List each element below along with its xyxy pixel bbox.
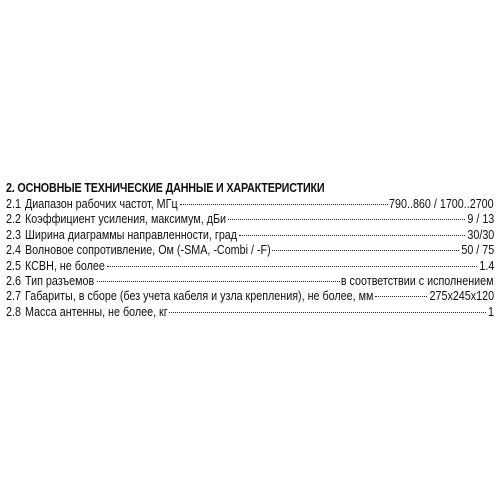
spec-label: КСВН, не более <box>24 258 105 273</box>
spec-number: 2.1 <box>6 197 21 211</box>
spec-row-2-1 <box>6 197 494 212</box>
spec-number: 2.8 <box>6 304 21 319</box>
spec-row-2-3 <box>6 228 494 243</box>
spec-value: 9 / 13 <box>467 212 494 227</box>
spec-section <box>6 181 494 320</box>
dotted-leader <box>169 312 486 313</box>
spec-label: Ширина диаграммы направленности, град <box>24 227 237 242</box>
spec-value: 1 <box>488 304 494 319</box>
spec-label: Масса антенны, не более, кг <box>24 304 168 319</box>
spec-label: Коэффициент усиления, максимум, дБи <box>24 212 226 227</box>
spec-value: 790..860 / 1700..2700 <box>389 197 494 211</box>
spec-value: 30/30 <box>467 227 494 242</box>
spec-value: 50 / 75 <box>461 243 494 258</box>
spec-label: Волновое сопротивление, Ом (-SMA, -Combi / -F) <box>24 243 271 258</box>
spec-value: 275x245x120 <box>429 289 494 304</box>
spec-label: Габариты, в сборе (без учета кабеля и узла крепления), не более, мм <box>24 289 374 304</box>
dotted-leader <box>180 204 388 205</box>
spec-number: 2.5 <box>6 258 21 273</box>
dotted-leader <box>272 250 459 251</box>
spec-label: Тип разъемов <box>24 273 95 288</box>
spec-list <box>6 197 494 320</box>
spec-row-2-4 <box>6 243 494 258</box>
spec-number: 2.2 <box>6 212 21 227</box>
dotted-leader <box>375 296 427 297</box>
dotted-leader <box>228 219 465 220</box>
spec-row-2-5 <box>6 259 494 274</box>
spec-number: 2.4 <box>6 243 21 258</box>
section-heading: 2. ОСНОВНЫЕ ТЕХНИЧЕСКИЕ ДАННЫЕ И ХАРАКТЕРИСТИКИ <box>6 181 325 195</box>
spec-row-2-8 <box>6 305 494 320</box>
spec-number: 2.6 <box>6 273 21 288</box>
spec-row-2-7 <box>6 289 494 304</box>
dotted-leader <box>107 266 477 267</box>
spec-row-2-2 <box>6 212 494 227</box>
spec-value: 1.4 <box>479 258 494 273</box>
dotted-leader <box>239 235 465 236</box>
dotted-leader <box>97 281 340 282</box>
spec-number: 2.3 <box>6 227 21 242</box>
spec-value: в соответствии с исполнением <box>341 273 494 288</box>
spec-row-2-6 <box>6 274 494 289</box>
spec-label: Диапазон рабочих частот, МГц <box>24 197 178 211</box>
spec-number: 2.7 <box>6 289 21 304</box>
